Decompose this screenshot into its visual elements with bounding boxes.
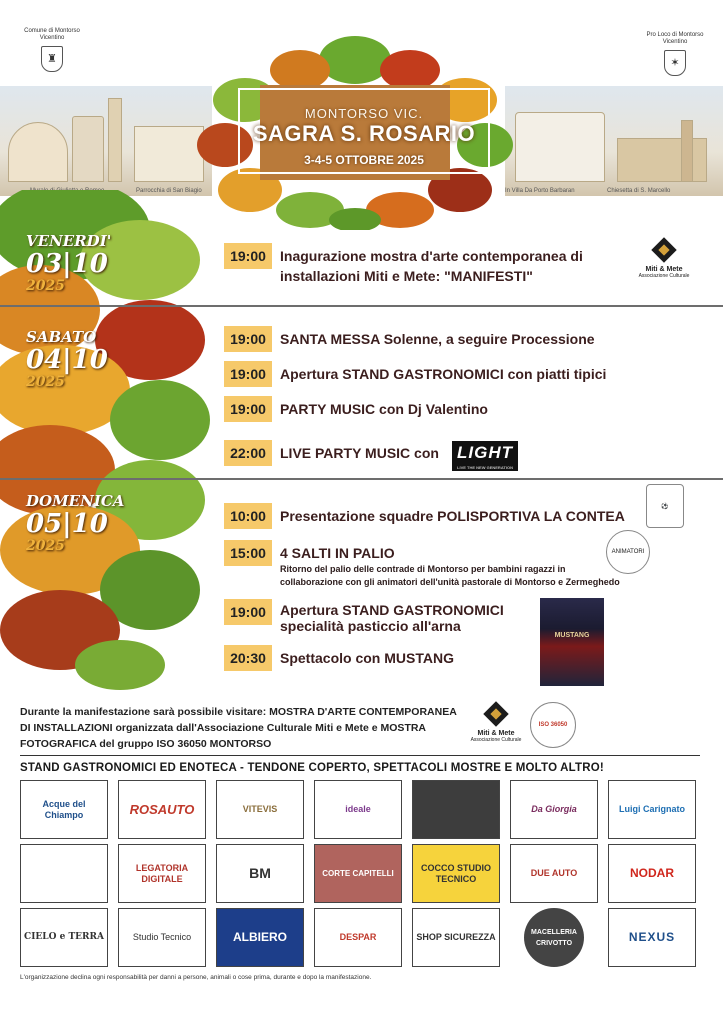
- event-row: [224, 361, 606, 387]
- event-text: LIVE PARTY MUSIC con: [280, 445, 439, 461]
- sponsor-logo: NEXUS: [608, 908, 696, 967]
- day-name: VENERDI': [26, 232, 112, 250]
- sponsor-logo: COCCO STUDIO TECNICO: [412, 844, 500, 903]
- event-text: SANTA MESSA Solenne, a seguire Processione: [280, 331, 595, 347]
- sponsor-logo: ALBIERO: [216, 908, 304, 967]
- day-name: SABATO: [26, 328, 97, 346]
- miti-mete-icon: [650, 236, 678, 264]
- event-time: 19:00: [224, 243, 272, 269]
- miti-mete-logo: [634, 236, 694, 279]
- section-divider: [0, 305, 723, 307]
- event-text: [280, 599, 504, 634]
- animatori-logo: [606, 530, 650, 574]
- municipality-label: Comune di Montorso Vicentino: [24, 28, 80, 41]
- event-text: Spettacolo con MUSTANG: [280, 650, 454, 666]
- photo-caption: In Villa Da Porto Barbaran: [505, 188, 575, 194]
- event-time: 22:00: [224, 440, 272, 466]
- event-time: 19:00: [224, 396, 272, 422]
- footer-divider: [20, 755, 700, 756]
- municipality-crest-icon: ♜: [41, 46, 63, 72]
- town-label: MONTORSO VIC.: [304, 106, 424, 121]
- villa-building: [515, 112, 605, 182]
- photo-strip-right: [505, 86, 723, 196]
- bell-tower: [108, 98, 122, 182]
- section-divider: [0, 478, 723, 480]
- disclaimer: L'organizzazione declina ogni responsabilità per danni a persone, animali o cose prima, durante e dopo la manifestazione.: [20, 974, 372, 981]
- event-row: [224, 503, 625, 529]
- photo-caption: Chiesetta di S. Marcello: [607, 188, 671, 194]
- exhibition-info: [20, 704, 460, 752]
- sponsor-logo: Luigi Carignato: [608, 780, 696, 839]
- event-text: [280, 540, 620, 589]
- municipality-block: [24, 28, 80, 72]
- event-time: 20:30: [224, 645, 272, 671]
- day-name: DOMENICA: [26, 492, 125, 510]
- animatori-label: ANIMATORI: [611, 549, 645, 555]
- event-title: SAGRA S. ROSARIO: [252, 121, 476, 146]
- event-text: [280, 243, 583, 286]
- event-row: [224, 243, 583, 286]
- sponsor-logo: MACELLERIA CRIVOTTO: [524, 908, 584, 967]
- day-date: 05|10: [26, 509, 108, 539]
- miti-mete-icon: [482, 700, 510, 728]
- event-text-line: specialità pasticcio all'arna: [280, 618, 461, 634]
- photo-caption: Parrocchia di San Biagio: [136, 188, 202, 194]
- mustang-band-photo: [540, 598, 604, 686]
- event-text-line: installazioni Miti e Mete: "MANIFESTI": [280, 268, 533, 284]
- chapel-tower: [681, 120, 693, 182]
- miti-mete-sub: Associazione Culturale: [470, 737, 522, 743]
- sponsor-logo: CORTE CAPITELLI: [314, 844, 402, 903]
- event-time: 19:00: [224, 599, 272, 625]
- sponsor-logo: [20, 844, 108, 903]
- stand-heading: STAND GASTRONOMICI ED ENOTECA - TENDONE COPERTO, SPETTACOLI MOSTRE E MOLTO ALTRO!: [20, 762, 604, 774]
- sponsor-logo: Da Giorgia: [510, 780, 598, 839]
- event-row: [224, 396, 488, 422]
- sponsor-logo: Studio Tecnico: [118, 908, 206, 967]
- day-year: 2025: [26, 374, 65, 390]
- event-row: [224, 540, 620, 589]
- event-time: 19:00: [224, 361, 272, 387]
- mural-building: [8, 122, 68, 182]
- info-line: DI INSTALLAZIONI organizzata dall'Associazione Culturale Miti e Mete e MOSTRA: [20, 722, 427, 734]
- arch-building: [72, 116, 104, 182]
- miti-mete-name: Miti & Mete: [477, 730, 515, 737]
- info-line: Durante la manifestazione sarà possibile visitare: MOSTRA D'ARTE CONTEMPORANEA: [20, 706, 457, 718]
- day-date: 04|10: [26, 345, 108, 375]
- event-row: [224, 440, 439, 466]
- mustang-label: MUSTANG: [554, 632, 590, 639]
- sponsor-logo: DUE AUTO: [510, 844, 598, 903]
- event-time: 15:00: [224, 540, 272, 566]
- event-subtext: collaborazione con gli animatori dell'unità pastorale di Montorso e Zermeghedo: [280, 577, 620, 587]
- event-text-line: Inagurazione mostra d'arte contemporanea di: [280, 248, 583, 264]
- chapel-building: [617, 138, 707, 182]
- proloco-crest-icon: ✶: [664, 50, 686, 76]
- event-text: PARTY MUSIC con Dj Valentino: [280, 401, 488, 417]
- event-text-line: Apertura STAND GASTRONOMICI: [280, 602, 504, 618]
- sponsor-grid: [20, 780, 700, 967]
- day-sunday: [26, 492, 124, 554]
- day-friday: [26, 232, 111, 294]
- miti-mete-sub: Associazione Culturale: [638, 273, 690, 279]
- sponsor-logo: ideale: [314, 780, 402, 839]
- sponsor-logo: NODAR: [608, 844, 696, 903]
- light-logo-text: LIGHT: [457, 443, 513, 462]
- sponsor-logo: VITEVIS: [216, 780, 304, 839]
- event-text: Presentazione squadre POLISPORTIVA LA CONTEA: [280, 508, 625, 524]
- event-text: Apertura STAND GASTRONOMICI con piatti tipici: [280, 366, 607, 382]
- day-date: 03|10: [26, 249, 108, 279]
- sponsor-logo: ROSAUTO: [118, 780, 206, 839]
- proloco-label: Pro Loco di Montorso Vicentino: [646, 32, 704, 45]
- poster-header: [0, 0, 723, 210]
- event-row: [224, 599, 504, 634]
- sponsor-logo: LEGATORIA DIGITALE: [118, 844, 206, 903]
- sponsor-logo: Acque del Chiampo: [20, 780, 108, 839]
- sponsor-logo: SHOP SICUREZZA: [412, 908, 500, 967]
- iso-36050-logo: [530, 702, 576, 748]
- miti-mete-logo: [466, 700, 526, 743]
- iso-label: ISO 36050: [538, 722, 568, 728]
- event-time: 10:00: [224, 503, 272, 529]
- event-text-line: 4 SALTI IN PALIO: [280, 545, 395, 561]
- light-logo-sub: LIVE THE NEW GENERATION: [457, 465, 513, 470]
- event-title-box: [238, 88, 490, 174]
- proloco-block: [645, 32, 705, 76]
- info-line: FOTOGRAFICA del gruppo ISO 36050 MONTORSO: [20, 738, 272, 750]
- photo-strip-left: [0, 86, 212, 196]
- event-row: [224, 645, 454, 671]
- event-subtext: Ritorno del palio delle contrade di Montorso per bambini ragazzi in: [280, 564, 566, 574]
- miti-mete-name: Miti & Mete: [645, 266, 683, 273]
- light-band-logo: [452, 441, 518, 471]
- day-saturday: [26, 328, 108, 390]
- event-time: 19:00: [224, 326, 272, 352]
- polisportiva-crest-icon: ⚽: [646, 484, 684, 528]
- sponsor-logo: DESPAR: [314, 908, 402, 967]
- event-row: [224, 326, 595, 352]
- sponsor-logo: BM: [216, 844, 304, 903]
- sponsor-logo: [412, 780, 500, 839]
- day-year: 2025: [26, 538, 65, 554]
- event-dates: 3-4-5 OTTOBRE 2025: [304, 153, 424, 167]
- sponsor-logo: CIELO e TERRA: [20, 908, 108, 967]
- day-year: 2025: [26, 278, 65, 294]
